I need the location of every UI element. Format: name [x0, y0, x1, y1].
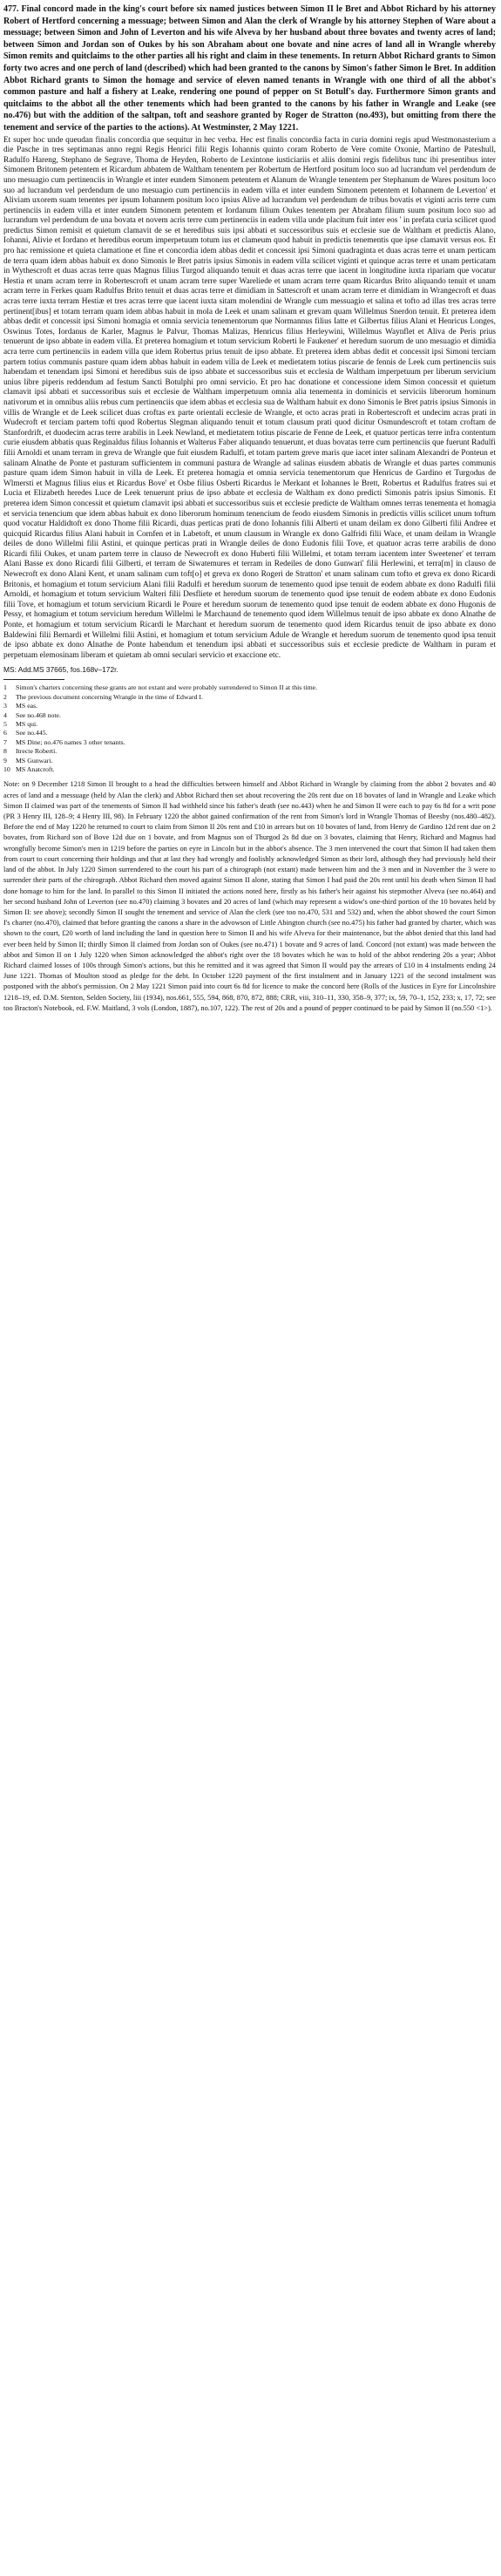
footnote-number: 2 [3, 692, 7, 701]
entry-summary: 477. Final concord made in the king's court before six named justices between Simon II le Bret and Abbot Richard by his attorney Robert of Hertford concerning a messuage; between Simon and Alan the clerk of Wrangle by his attorney Stephen of Ware about a messuage; between Simon and John of Leverton and his wife Alveva by her husband about three bovates and twenty acres of land; between Simon and Jordan son of Oukes by his son Abraham about one bovate and nine acres of land all in Wrangle whereby Simon remits and quitclaims to the other parties all his right and claim in these tenements. In return Abbot Richard grants to Simon forty two acres and one perch of land (described) which had been granted to the canons by Simon's father Simon le Bret. In addition Abbot Richard grants to Simon the homage and service of eleven named tenants in Wrangle with one third of all the abbot's common pasture and half a fishery at Leake, rendering one pound of pepper on St Botulf's day. Furthermore Simon grants and quitclaims to the abbot all the other tenements which had been granted to the canons by his father in Wrangle and Leake (see no.476) but with the addition of the saltpan, toft and seashore granted by Roger de Stratton (no.493), but omitting from there the tenement and service of the parties to the actions). At Westminster, 2 May 1221. [3, 4, 496, 133]
footnote [3, 702, 496, 710]
footnote-text: MS Gunwari. [16, 756, 53, 765]
footnotes [3, 683, 496, 774]
footnote-text: MS qui. [16, 720, 38, 729]
footnote [3, 757, 496, 765]
latin-text: Et super hoc unde queudan finalis concordia que sequitur in hec verba. Hec est finalis concordia facta in curia domini regis apud Westmonasterium a die Pasche in tres septimanas anno regni Regis Henrici filii Regis Iohannis quinto coram Roberto de Vere comite Oxonie, Martino de Pateshull, Radulfo Hareng, Stephano de Segrave, Thoma de Heyden, Roberto de Lexintone iusticiariis et aliis domini regis fidelibus tunc ibi presentibus inter Simonem Britonem petentem et Ricardum abbatem de Waltham tenentem per Robertum de Hertford positum loco suo ad lucrandum vel perdendum de uno mesuagio cum pertinenciis in Wrangle et inter eundem Simonem petentem et Alanum de Wrangle tenentem per Stephanum de Wares positum loco suo ad lucrandum vel perdendum de uno mesuagio cum pertinenciis in eadem villa et inter eundem Simonem petentem et Iohannem de Leverton' et Aliviam uxorem suam tenentes per ipsum Iohannem positum loco ipsius Alive ad lucrandum vel perdendum de tribus bovatis et viginti acris terre cum pertinenciis in eadem villa et inter eundem Simonem petentem et Iordanum filium Oukes tenentem per Abraham filium suum positum loco suo ad lucrandum vel perdendum de una bovata et novem acris terre cum pertinenciis in eadem villa unde placitum fuit inter eos ' in prefata curia scilicet quod predictus Simon remisit et quietum clamavit de se et heredibus suis ipsi abbati et successoribus suis et ecclesie sue de Waltham et predictis Alano, Iohanni, Alivie et Iordano et heredibus eorum imperpetuum totum ius et clameum quod habuit in predictis tenementis que ipse clamavit versus eos. Et pro hac remissione et quieta clamatione et fine et concordia idem abbas dedit et concessit ipsi Simoni quadraginta et duas acras terre et unam perticam de terra quam idem abbas habuit ex dono Simonis le Bret patris ipsius Simonis in eadem villa scilicet viginti et quinque acras terre et unam perticatam in Wythescroft et duas acras terre quas Magnus filius Turgod aliquando tenuit et duas acras terre que iacent in longitudine iuxta ripariam que vocatur Hestia et unam acram terre in Robertescroft et unam acram terre super Wareliede et unam acram terre quam Ricardus Brito aliquando tenuit et unam acram terre in Ferkes quam Radulfus Brito tenuit et duas acras terre et dimidiam in Sattescroft et unam acram terre et dimidiam in Wrangecroft et duas acras terre iuxta terram Hestiæ et tres acras terre que iacent iuxta sitam molendini de Wrangle cum messuagio et salina et tofto ad illas tres acras terre pertinent[ibus] et totam terram quam idem abbas habuit in mola de Leek et unam salinam et grevam quam Willelmus Snerdon tenuit. Et preterea idem abbas dedit et concessit ipsi Simoni homagia et omnia servicia tenementorum que Normannus filius Iatte et Gilbertus filius Alani et Henricus Longes, Oswinus Totes, Iordanus de Karler, Magnus le Palvur, Thomas Malizas, Henricus filius Herleywini, Willelmus Waynflet et Aliva de Peris prius tenuerunt de ipso abbate in eadem villa. Et preterea homagium et totum servicium Roberti le Faukener' et heredum suorum de uno mesuagio et dimidia acra terre cum pertinenciis in eadem villa que idem Robertus prius tenuit de ipso abbate. Et preterea idem abbas dedit et concessit ipsi Simoni terciam partem totius communis pasture quam idem abbas habuit in eadem villa de Leek et medietatem totius piscarie de fennis de Leek cum pertinenciis suis habendam et tenendam ipsi Simoni et heredibus suis de ipso abbate et successoribus suis et ecclesia de Waltham imperpetuum per liberum servicium unius libre piperis reddendum ad festum Sancti Botulphi pro omni servicio. Et pro hac donatione et concessione idem Simon concessit et quietum clamavit ipsi abbati et successoribus suis et ecclesie de Waltham imperpetuum omnia alia tenementa in dominicis et serviciis liberorum hominum nativorum et in omnibus aliis rebus cum pertinenciis que idem abbas et ecclesia sua de Waltham habuit ex dono Simonis le Bret patris ipsius Simonis in villis de Wrangle et de Leek scilicet duas croftas ex parte orientali ecclesie de Wrangle, et octo acras prati in Robertescroft et undecim acras prati in Wudecroft et terciam partem tofti quod Robertus Slegman aliquando tenuit et totum clausum prati quod dicitur Osmundescroft et totam croftam de Stanfordrift, et duodecim acras terre arabilis in Leek Newland, et medietatem totius piscarie de Fenne de Leek, et quatuor perticas terre infra contentum curie eiusdem abbatis quas Reginaldus filius Iohannis et Walterus Faber aliquando tenuerunt, et duas bovatas terre cum pertinenciis que fuerunt Radulfi filii Arnoldi et unam terram in greva de Wrangle que fuit eiusdem Radulfi, et totam partem greve maris que iacet inter salinam Alexandri de Ponteun et salinam Alnathe de Ponte et pasturam sufficientem in communi pastura de Wrangle ad salinas eiusdem abbatis de Wrangle et duas partes communis pasture quam idem Simon habuit in villa de Leek. Et preterea homagia et omnia servicia tenementorum que Henricus de Gardino et Turgodus de Wlmersti et Magnus filius eius et Ricardus Bove' et Osbe filius Osberti Ricardus le Merkant et Iohannes le Brett, Robertus et Radulfus fratres sui et Lucia et Elizabeth heredes Luce de Leek tenuerunt prius de ipso abbate et ecclesia de Waltham ex dono predicti Simonis patris ipsius Simonis. Et preterea idem Simon concessit et quietum clamavit ipsi abbati et successoribus suis et ecclesie predicte de Waltham omnes terras tenementa et homagia et servicia tenencium que idem abbas habuit ex dono liberorum hominum tenencium de feodo eiusdem Simonis in predictis villis scilicet unum toftum quod vocatur Haldidtoft ex dono Thome filii Ricardi, duas perticas prati de dono Iohannis filii Alberti et unam deilam ex dono Gilberti filii Andree et quicquid Ricardus filius Alani habuit in Cornfen et in Labetoft, et unum clausum in Wrangle ex dono Galfridi filii Wace, et unam deilam in Wrangle deiles de dono Willelmi filii Astini, et quinque perticas prati in Wrangle deiles de dono Eudonis filii Tove, et quatuor acras terre arabilis de dono Ricardi filii Oukes, et unam partem terre in clauso de Newecroft ex dono Huberti filii Willelmi, et totam terram iacentem inter Sweetener' et terram Alani Basse ex dono Ricardi filii Gilberti, et terram de Siwatemures et terram in Redeiles de dono Gunwari' filii Herlewini, et terra[m] in clauso de Newecroft ex dono Alani Kent, et unam salinam cum toft[o] et greva ex dono Rogeri de Stratton' et unam salinam cum tofto et greva ex dono Ricardi Britonis, et homagium et totum servicium Alani filii Radulfi et heredum suorum de tenemento quod ipse tenuit de eodem abbate ex dono Radulfi filii Arnoldi, et homagium et totum servicium Walteri filii Desfliete et heredum suorum de tenemento quod ipse tenuit de eodem abbate ex dono Eudonis filii Tove, et homagium et totum servicium Ricardi le Poure et heredum suorum de tenemento quod ipse tenuit de eodem abbate ex dono Hugonis de Pessy, et homagium et totum servicium heredum Willelmi le Marchaund de tenemento quod idem Willelmus tenuit de ipso abbate ex dono Alnathe de Ponte, et homagium et totum servicium Ricardi le Marchant et heredum suorum de tenemento quod idem Ricardus tenuit de ipso abbate ex dono Baldewini filii Bernardi et Willelmi filii Astini, et homagium et totum servicium Adule de Wrangle et heredum suorum de tenemento quod ipsa tenuit de ipso abbate ex dono Alnathe de Ponte habendum et tenendum ipsi abbati et successoribus suis et ecclesie predicte de Waltham in puram et perpetuam elemosinam liberam et quietam ab omni seculari servicio et exaccione etc. [3, 135, 496, 660]
footnote-text: MS Anatcroft. [16, 765, 55, 774]
footnote [3, 683, 496, 692]
footnote-text: Simon's charters concerning these grants are not extant and were probably surrendered to Simon II at this time. [16, 683, 318, 692]
footnote-number: 6 [3, 729, 7, 737]
footnote [3, 729, 496, 737]
footnote [3, 693, 496, 702]
footnote-number: 10 [3, 765, 10, 774]
footnote-divider [3, 679, 64, 680]
footnote-number: 3 [3, 702, 7, 710]
footnote [3, 711, 496, 720]
footnote-text: Itrecte Roberti. [16, 747, 58, 756]
footnote [3, 765, 496, 774]
footnote-number: 7 [3, 737, 7, 746]
footnote [3, 747, 496, 756]
footnote-text: MS Dine; no.476 names 3 other tenants. [16, 737, 125, 746]
footnote-number: 9 [3, 756, 7, 765]
footnote-text: MS eas. [16, 702, 38, 710]
footnote-text: The previous document concerning Wrangle in the time of Edward I. [16, 692, 203, 701]
footnote-number: 4 [3, 710, 7, 719]
editorial-note: Note: on 9 December 1218 Simon II brought to a head the difficulties between himself and Abbot Richard in Wrangle by claiming from the abbot 2 bovates and 40 acres of land and a messuage (held by Alan the clerk) and Abbot Richard then set about recovering the 20s rent due on 18 bovates of land in Wrangle and Leake which Simon II claimed was part of the tenements of Simon II had withheld since his father's death (see no.443) when he and Simon II were each to pay 6s 8d for a writ pone (PR 3 Henry III, 128–9; 4 Henry III, 98). In February 1220 the abbot gained confirmation of the rent from Simon's lord in Wrangle Thomas of Beesby (nos.480–482). Before the end of May 1220 he returned to court to claim from Simon II 20s rent and £10 in arrears but on 10 bovates of land, from Henry de Gardino 12d rent due on 2 bovates, from Richard son of Bove 12d due on 1 bovate, and from Magnus son of Thurgod 2s 8d due on 3 bovates, claiming that Henry, Richard and Magnus had wrongfully become Simon's men in 1219 before the parties on eyre in Lincoln but in the abbot's absence. The 3 men intervened the court that Simon II had taken them from court to court concerning their holdings and that at last they had wrongly and foolishly acknowledged Simon as their lord, although they had previously held their land of the abbot. In July 1220 Simon surrendered to the court his part of a chirograph (not extant) made between him and the 3 men and in November the 3 were to surrender their parts of the chirograph. Abbot Richard then moved against Simon II alone, stating that Simon I had paid the 20s rent until his death when Simon II had done homage to him for the land. In parallel to this Simon II initiated the actions noted here, firstly as his father's heir against his stepmother Alveva (see no.464) and her second husband John of Leverton (see no.470) claiming 3 bovates and 20 acres of land (which may represent a widow's one-third portion of the 10 bovates held by Simon II: see above); secondly Simon II sought the tenement and service of Alan the clerk (see too no.470, 531 and 532) and, when the abbot showed the court Simon I's charter (no.470), claimed that before granting the canons a share in the advowson of Little Abington church (see no.475) his father had granted by charter, which was shown to the court, £20 worth of land including the land in question here to Simon II and his wife Alveva for their maintenance, but the abbot denied that this land had ever been held by Simon II; thirdly Simon II claimed from Jordan son of Oukes (see no.471) 1 bovate and 9 acres of land. Concord (not extant) was made between the abbot and Simon II on 1 July 1220 when Simon acknowledged the abbot's right over the 18 bovates which he was to hold of the abbot rendering 20s a year; Abbot Richard claimed losses of 100s through Simon's actions, but this he remitted and it was agreed that Simon II would pay the arrears of £10 in 4 instalments ending 24 June 1221. Thomas of Moulton stood as pledge for the debt. In October 1220 payment of the first instalment and in January 1221 of the second instalment was postponed with the abbot's permission. On 2 May 1221 Simon paid into court 6s 8d for licence to make the concord here (Rolls of the Justices in Eyre for Lincolnshire 1218–19, ed. D.M. Stenton, Selden Society, liii (1934), nos.661, 555, 594, 868, 870, 872, 888; CRR, viii, 310–11, 330, 358–9, 377; ix, 59, 70–1, 152, 233; x, 17, 72; see too Bracton's Notebook, ed. F.W. Maitland, 3 vols (London, 1887), no.107, 122). The rest of 20s and a pound of pepper continued to be paid by Simon II (no.550 <1>). [3, 780, 496, 1012]
footnote [3, 738, 496, 747]
footnote-text: See no.445. [16, 729, 48, 737]
footnote-number: 1 [3, 683, 7, 692]
footnote [3, 720, 496, 729]
manuscript-reference: MS: Add.MS 37665, fos.168v–172r. [3, 665, 118, 675]
footnote-number: 5 [3, 720, 7, 729]
footnote-text: See no.468 note. [16, 710, 61, 719]
footnote-number: 8 [3, 747, 7, 756]
